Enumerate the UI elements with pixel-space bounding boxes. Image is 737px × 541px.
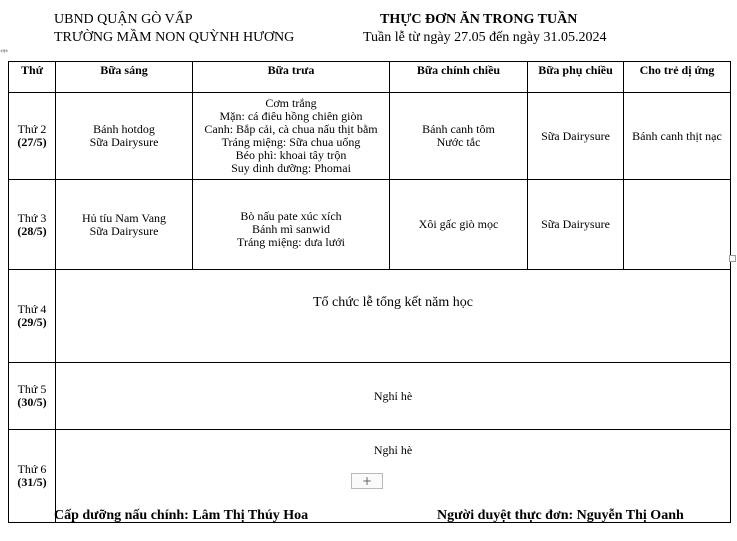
table-row <box>9 180 731 270</box>
lunch-cell <box>193 180 390 270</box>
lunch-cell <box>193 93 390 180</box>
afternoon-main-cell <box>390 180 528 270</box>
add-row-button[interactable]: + <box>351 473 383 489</box>
menu-item: Xôi gấc giò mọc <box>418 217 499 231</box>
day-label: Thứ 6 <box>17 462 47 476</box>
day-cell <box>9 93 56 180</box>
day-label: Thứ 4 <box>17 302 47 316</box>
day-note: Tổ chức lễ tổng kết năm học <box>313 295 473 310</box>
col-header-allergy: Cho trẻ dị ứng <box>624 62 731 93</box>
menu-item: Bánh canh tôm <box>422 122 495 136</box>
col-header-lunch: Bữa trưa <box>193 62 390 93</box>
day-note-cell <box>56 270 731 363</box>
school-name: TRƯỜNG MẦM NON QUỲNH HƯƠNG <box>54 30 295 45</box>
table-row <box>9 93 731 180</box>
breakfast-cell <box>56 180 193 270</box>
day-label: Thứ 3 <box>17 210 47 225</box>
col-header-afternoon-snack: Bữa phụ chiều <box>528 62 624 93</box>
col-header-breakfast: Bữa sáng <box>56 62 193 93</box>
allergy-cell <box>624 93 731 180</box>
menu-item: Sữa Dairysure <box>541 217 610 231</box>
allergy-cell <box>624 180 731 270</box>
day-date: (29/5) <box>17 315 47 329</box>
menu-item: Tráng miệng: dưa lưới <box>237 235 345 249</box>
table-anchor-icon[interactable]: ⇹ <box>0 46 9 57</box>
menu-item: Bánh canh thịt nạc <box>632 128 722 143</box>
day-cell <box>9 363 56 430</box>
day-label: Thứ 5 <box>17 382 47 396</box>
day-note-cell <box>56 363 731 430</box>
day-cell <box>9 430 56 523</box>
menu-item: Bánh hotdog <box>93 122 155 136</box>
table-row <box>9 270 731 363</box>
menu-item: Tráng miệng: Sữa chua uống <box>221 135 361 149</box>
menu-item: Bánh mì sanwid <box>252 222 330 236</box>
table-resize-handle[interactable] <box>729 255 736 262</box>
day-note: Nghỉ hè <box>373 388 413 403</box>
menu-title: THỰC ĐƠN ĂN TRONG TUẦN <box>380 12 578 27</box>
day-date: (27/5) <box>17 135 47 149</box>
menu-item: Suy dinh dưỡng: Phomai <box>231 161 351 175</box>
day-date: (31/5) <box>17 475 47 489</box>
menu-approver-signature: Người duyệt thực đơn: Nguyễn Thị Oanh <box>437 508 684 523</box>
week-range: Tuần lễ từ ngày 27.05 đến ngày 31.05.2024 <box>363 30 607 45</box>
day-date: (28/5) <box>17 223 47 238</box>
district-name: UBND QUẬN GÒ VẤP <box>54 12 193 27</box>
afternoon-snack-cell <box>528 180 624 270</box>
day-cell <box>9 180 56 270</box>
col-header-day: Thứ <box>9 62 56 93</box>
head-cook-signature: Cấp dưỡng nấu chính: Lâm Thị Thúy Hoa <box>54 508 309 523</box>
table-header-row <box>9 62 731 93</box>
menu-item: Cơm trắng <box>265 96 317 110</box>
menu-item: Sữa Dairysure <box>89 223 159 238</box>
menu-item: Bò nấu pate xúc xích <box>240 209 342 223</box>
day-date: (30/5) <box>17 395 47 409</box>
col-header-afternoon-main: Bữa chính chiều <box>390 62 528 93</box>
menu-item: Mặn: cá điêu hồng chiên giòn <box>219 109 363 123</box>
menu-item: Sữa Dairysure <box>541 128 610 143</box>
menu-item: Hủ tíu Nam Vang <box>81 210 167 225</box>
afternoon-main-cell <box>390 93 528 180</box>
day-note: Nghỉ hè <box>373 443 413 457</box>
menu-item: Sữa Dairysure <box>89 135 159 149</box>
menu-item: Nước tắc <box>436 135 481 149</box>
menu-item: Béo phì: khoai tây trộn <box>235 148 347 162</box>
weekly-menu-table <box>8 61 731 523</box>
day-cell <box>9 270 56 363</box>
day-label: Thứ 2 <box>17 122 47 136</box>
table-row <box>9 363 731 430</box>
breakfast-cell <box>56 93 193 180</box>
afternoon-snack-cell <box>528 93 624 180</box>
menu-item: Canh: Bắp cải, cà chua nấu thịt bằm <box>204 122 378 136</box>
